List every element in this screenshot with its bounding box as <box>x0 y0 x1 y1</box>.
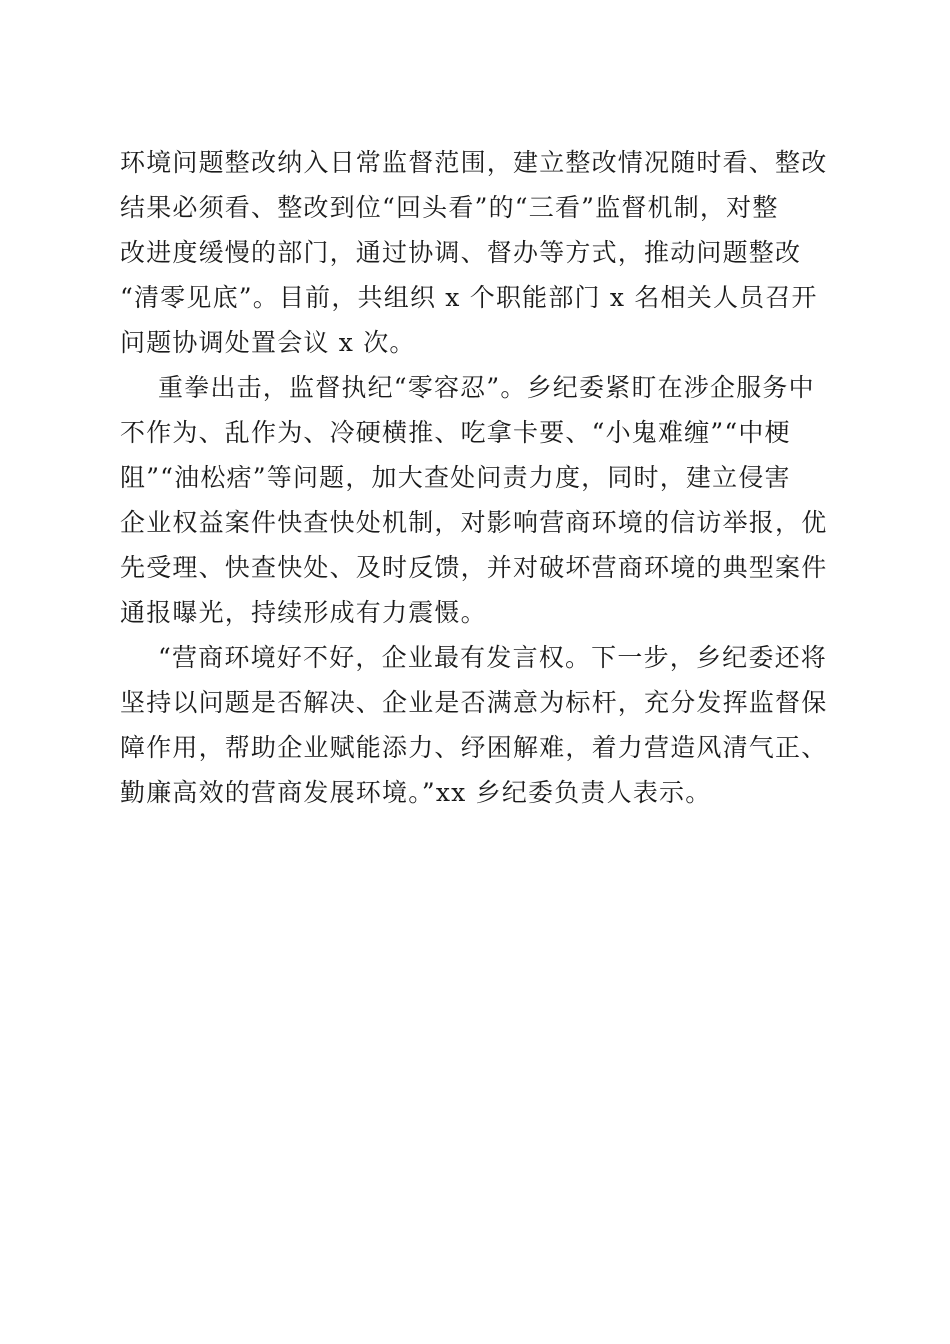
text-line: 不作为、乱作为、冷硬横推、吃拿卡要、“小鬼难缠”“中梗 <box>120 418 791 447</box>
paragraph-supervision <box>120 365 830 635</box>
paragraph-quote <box>120 635 830 815</box>
text-line: 阻”“油松痞”等问题，加大查处问责力度，同时，建立侵害 <box>120 463 791 492</box>
document-body <box>120 140 830 815</box>
text-line: 问题协调处置会议 x 次。 <box>120 328 416 357</box>
text-line: 企业权益案件快查快处机制，对影响营商环境的信访举报，优 <box>120 508 828 537</box>
text-line: “营商环境好不好，企业最有发言权。下一步，乡纪委还将 <box>158 643 827 672</box>
text-line: 先受理、快查快处、及时反馈，并对破坏营商环境的典型案件 <box>120 553 828 582</box>
text-line: 勤廉高效的营商发展环境。”xx 乡纪委负责人表示。 <box>120 778 712 807</box>
text-line: 改进度缓慢的部门，通过协调、督办等方式，推动问题整改 <box>120 238 802 267</box>
text-line: 通报曝光，持续形成有力震慑。 <box>120 598 487 627</box>
text-line: 坚持以问题是否解决、企业是否满意为标杆，充分发挥监督保 <box>120 688 828 717</box>
text-line: “清零见底”。目前，共组织 x 个职能部门 x 名相关人员召开 <box>120 283 818 312</box>
text-line: 环境问题整改纳入日常监督范围，建立整改情况随时看、整改 <box>120 148 828 177</box>
paragraph-continued <box>120 140 830 365</box>
text-line: 障作用，帮助企业赋能添力、纾困解难，着力营造风清气正、 <box>120 733 828 762</box>
text-line: 结果必须看、整改到位“回头看”的“三看”监督机制，对整 <box>120 193 779 222</box>
text-line: 重拳出击，监督执纪“零容忍”。乡纪委紧盯在涉企服务中 <box>158 373 815 402</box>
